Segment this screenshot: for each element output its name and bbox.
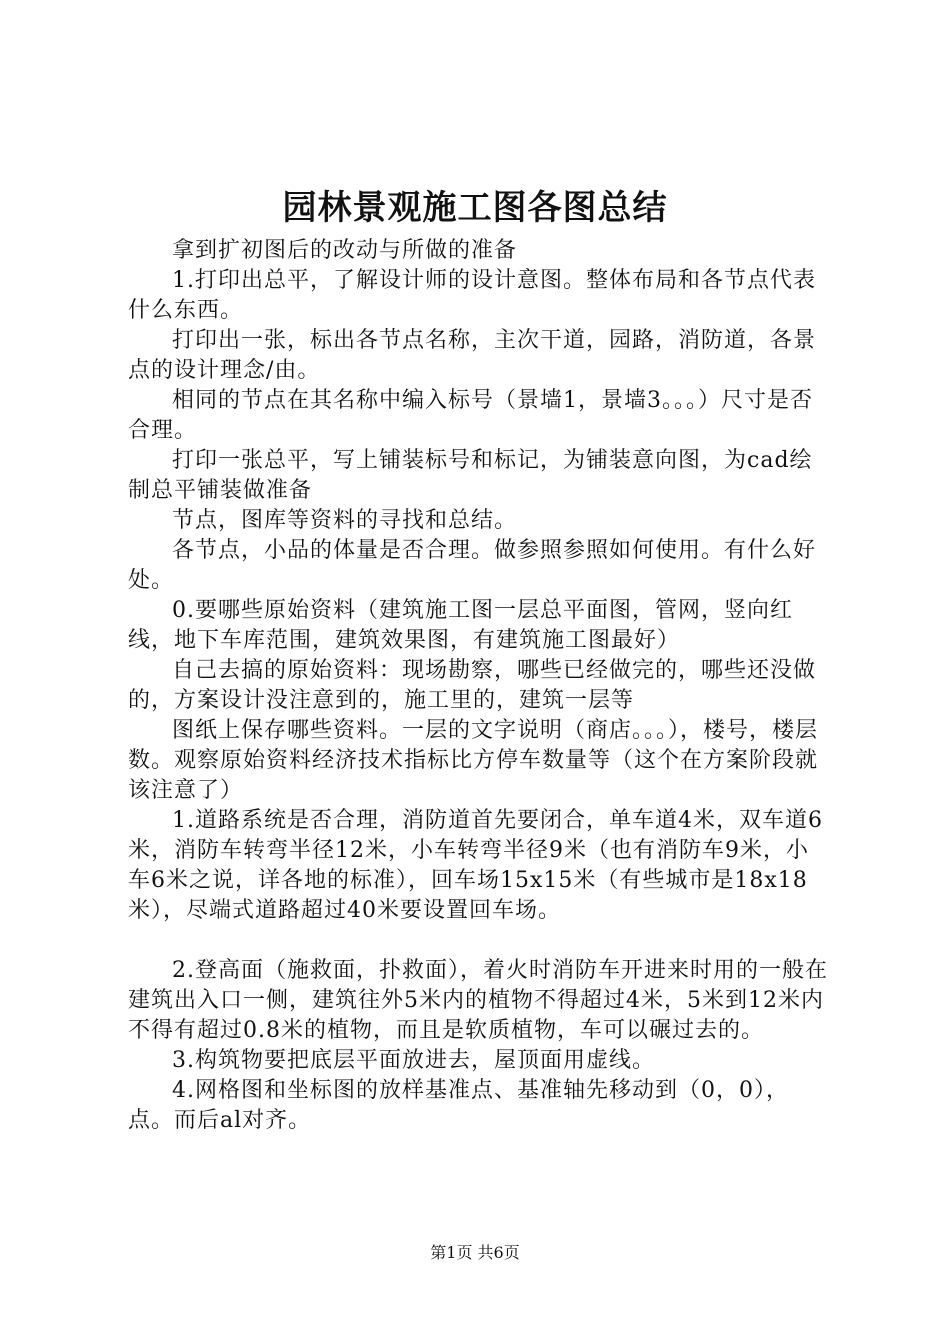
page-footer: 第1页 共6页 — [430, 1243, 520, 1262]
paragraph: 1.道路系统是否合理，消防道首先要闭合，单车道4米，双车道6米，消防车转弯半径12米，小车转弯半径9米（也有消防车9米，小车6米之说，详各地的标准），回车场15x15米（有些城市是18x18米），尽端式道路超过40米要设置回车场。 — [128, 808, 823, 923]
paragraph: 自己去搞的原始资料：现场勘察，哪些已经做完的，哪些还没做的，方案设计没注意到的，施工里的，建筑一层等 — [128, 658, 817, 713]
paragraph: 图纸上保存哪些资料。一层的文字说明（商店。。。），楼号，楼层数。观察原始资料经济技术指标比方停车数量等（这个在方案阶段就该注意了） — [128, 718, 819, 803]
paragraph: 4.网格图和坐标图的放样基准点、基准轴先移动到（0，0），点。而后al对齐。 — [128, 1078, 789, 1133]
paragraph: 打印出一张，标出各节点名称，主次干道，园路，消防道，各景点的设计理念/由。 — [128, 328, 817, 383]
document-title: 园林景观施工图各图总结 — [282, 188, 668, 228]
paragraph: 2.登高面（施救面，扑救面），着火时消防车开进来时用的一般在建筑出入口一侧，建筑往外5米内的植物不得超过4米，5米到12米内不得有超过0.8米的植物，而且是软质植物，车可以碾过去的。 — [128, 958, 828, 1043]
paragraph: 1.打印出总平，了解设计师的设计意图。整体布局和各节点代表什么东西。 — [128, 268, 816, 323]
paragraph: 相同的节点在其名称中编入标号（景墙1，景墙3。。。）尺寸是否合理。 — [128, 388, 813, 443]
paragraph: 节点，图库等资料的寻找和总结。 — [172, 508, 518, 533]
paragraph: 3.构筑物要把底层平面放进去，屋顶面用虚线。 — [172, 1048, 655, 1073]
paragraph-spacer — [128, 926, 828, 956]
paragraph: 打印一张总平，写上铺装标号和标记，为铺装意向图，为cad绘制总平铺装做准备 — [128, 448, 813, 503]
paragraph: 拿到扩初图后的改动与所做的准备 — [172, 238, 518, 263]
paragraph: 各节点，小品的体量是否合理。做参照参照如何使用。有什么好处。 — [128, 538, 817, 593]
document-body — [128, 236, 828, 1136]
paragraph: 0.要哪些原始资料（建筑施工图一层总平面图，管网，竖向红线，地下车库范围，建筑效果图，有建筑施工图最好） — [128, 598, 793, 653]
